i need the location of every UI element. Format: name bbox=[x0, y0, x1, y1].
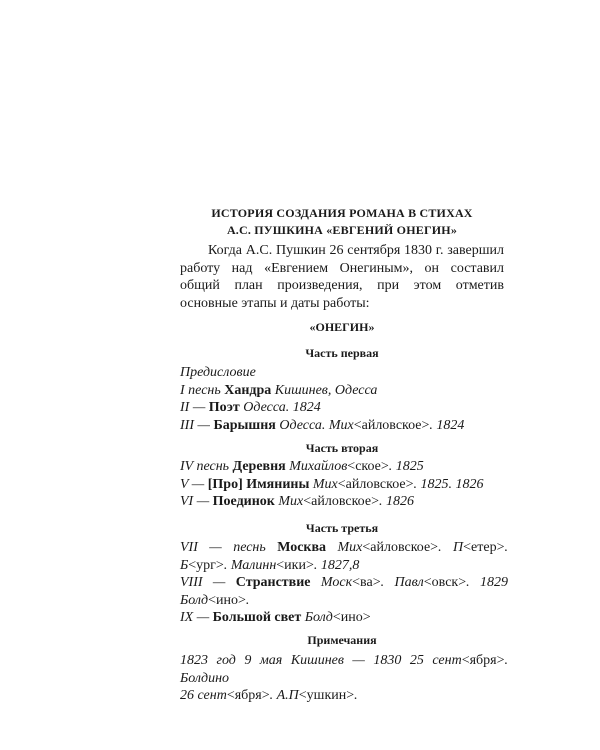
song-line: Б<ург>. Малинн<ики>. 1827,8 bbox=[180, 557, 360, 573]
song-line: VIII — Странствие Моск<ва>. Павл<овск>. 1829 bbox=[180, 575, 509, 590]
part-two-title: Часть вторая bbox=[305, 441, 379, 455]
song-line: III — Барышня Одесса. Мих<айловское>. 1824 bbox=[180, 417, 465, 433]
part-two-list bbox=[180, 458, 508, 511]
heading-line-2: А.С. ПУШКИНА «ЕВГЕНИЙ ОНЕГИН» bbox=[226, 223, 458, 237]
song-line: IV песнь Деревня Михайлов<ское>. 1825 bbox=[180, 459, 424, 474]
part-three-list bbox=[180, 539, 508, 627]
plan-title: «ОНЕГИН» bbox=[309, 320, 375, 334]
song-line: Болд<ино>. bbox=[180, 592, 250, 608]
notes-list bbox=[180, 652, 508, 705]
song-line: I песнь Хандра Кишинев, Одесса bbox=[180, 382, 378, 398]
song-line: V — [Про] Имянины Мих<айловское>. 1825. 1826 bbox=[180, 476, 484, 492]
intro-paragraph bbox=[180, 242, 504, 312]
document-heading bbox=[168, 205, 516, 239]
part-three-title: Часть третья bbox=[305, 521, 379, 535]
part-one-title: Часть первая bbox=[305, 346, 379, 360]
part-one-list bbox=[180, 364, 508, 434]
song-line: II — Поэт Одесса. 1824 bbox=[180, 400, 321, 415]
song-line: VII — песнь Москва Мих<айловское>. П<етер>. bbox=[180, 540, 508, 555]
notes-title: Примечания bbox=[307, 633, 377, 647]
preface-line: Предисловие bbox=[180, 365, 256, 380]
note-line: 1823 год 9 мая Кишинев — 1830 25 сент<ября>. Болдино bbox=[180, 653, 508, 686]
heading-line-1: ИСТОРИЯ СОЗДАНИЯ РОМАНА В СТИХАХ bbox=[211, 206, 473, 220]
song-line: IX — Большой свет Болд<ино> bbox=[180, 610, 371, 625]
note-line: 26 сент<ября>. А.П<ушкин>. bbox=[180, 688, 358, 703]
intro-text: Когда А.С. Пушкин 26 сентября 1830 г. завершил работу над «Евгением Онегиным», он составил общий план произведения, при этом отметив основные этапы и даты работы: bbox=[180, 243, 504, 311]
song-line: VI — Поединок Мих<айловское>. 1826 bbox=[180, 494, 414, 509]
